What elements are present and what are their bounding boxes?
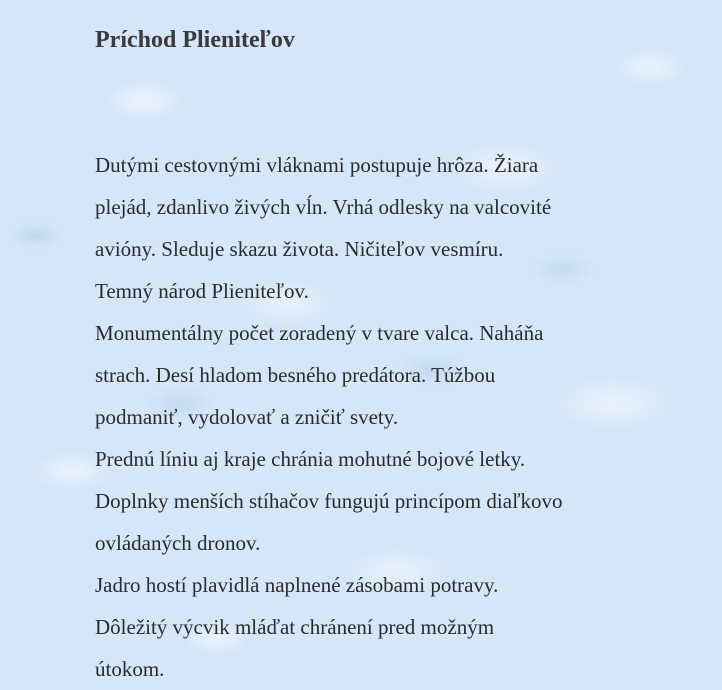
poem-line: Dutými cestovnými vláknami postupuje hrôza. Žiara [95,153,539,177]
poem-line: Dôležitý výcvik mláďat chránení pred možným [95,615,495,639]
poem-line: útokom. [95,657,165,681]
poem-line: ovládaných dronov. [95,531,261,555]
poem-body [95,144,695,690]
poem-line: Prednú líniu aj kraje chránia mohutné bojové letky. [95,447,526,471]
document-page [95,0,695,690]
poem-line: Monumentálny počet zoradený v tvare valca. Naháňa [95,321,544,345]
poem-line: Jadro hostí plavidlá naplnené zásobami potravy. [95,573,499,597]
poem-line: plejád, zdanlivo živých vĺn. Vrhá odlesky na valcovité [95,195,552,219]
poem-line: podmaniť, vydolovať a zničiť svety. [95,405,399,429]
poem-line: strach. Desí hladom besného predátora. Túžbou [95,363,496,387]
poem-line: avióny. Sleduje skazu života. Ničiteľov vesmíru. [95,237,504,261]
document-title: Príchod Plieniteľov [95,27,295,53]
poem-line: Doplnky menších stíhačov fungujú princípom diaľkovo [95,489,563,513]
poem-line: Temný národ Plieniteľov. [95,279,309,303]
